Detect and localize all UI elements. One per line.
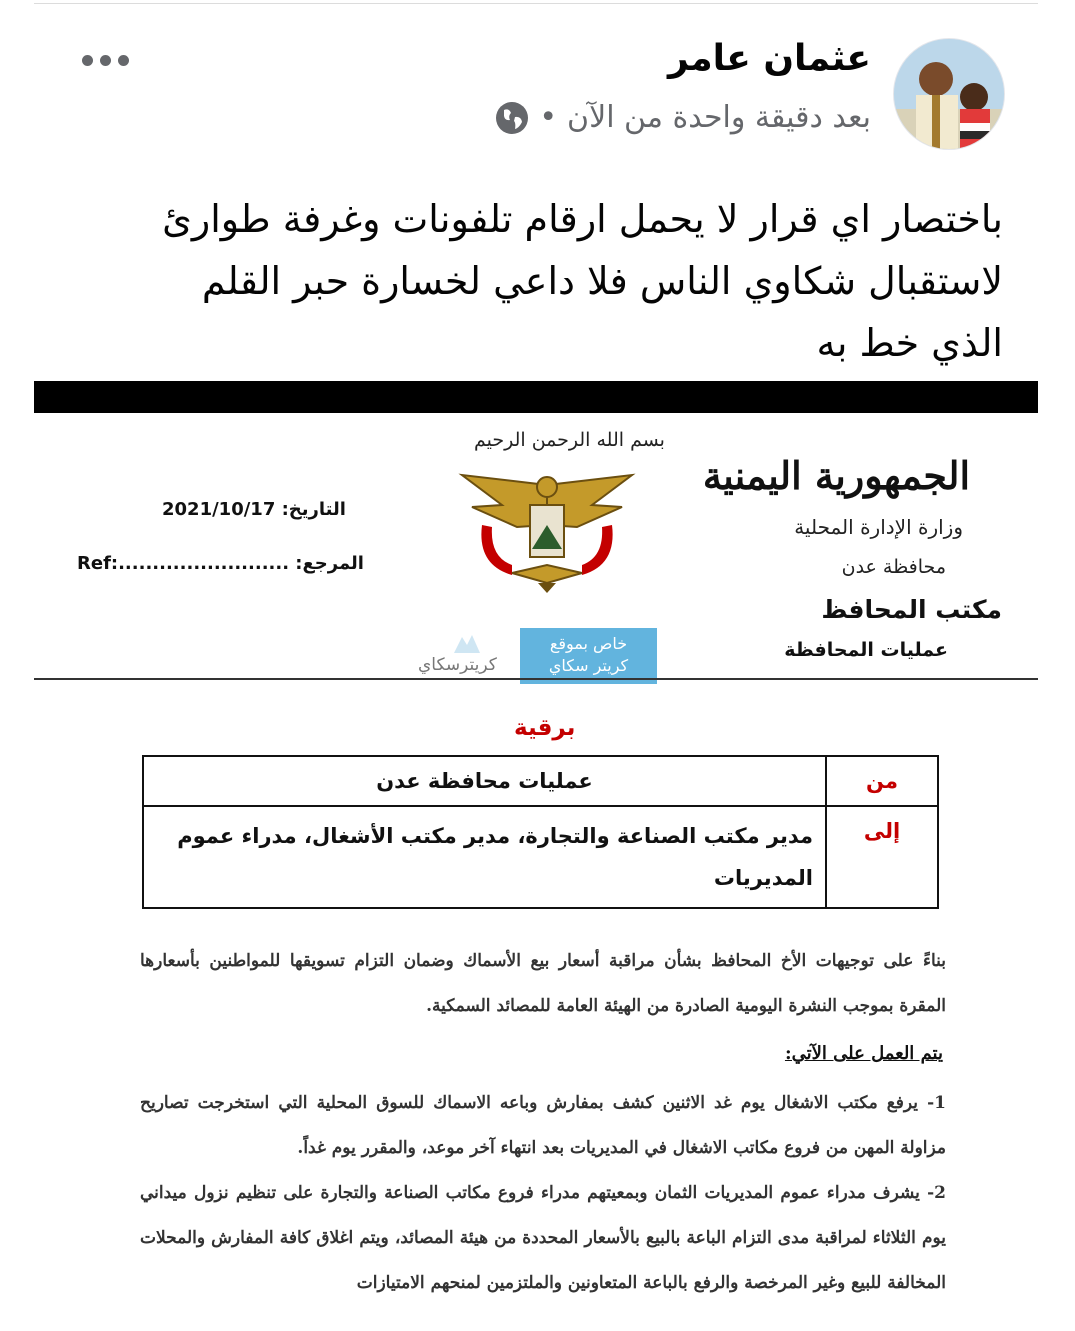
letterhead-governorate: محافظة عدن bbox=[841, 556, 946, 578]
from-label: من bbox=[826, 756, 938, 806]
bismillah: بسم الله الرحمن الرحيم bbox=[474, 429, 665, 451]
watermark-text: كريترسكاي bbox=[418, 655, 497, 675]
address-table bbox=[142, 755, 939, 909]
to-value: مدير مكتب الصناعة والتجارة، مدير مكتب الأشغال، مدراء عموم المديريات bbox=[143, 806, 826, 908]
avatar[interactable] bbox=[893, 38, 1005, 150]
subheading: يتم العمل على الآتي: bbox=[784, 1043, 943, 1064]
post-author-name[interactable]: عثمان عامر bbox=[668, 38, 871, 79]
document-top-bar bbox=[34, 381, 1038, 413]
letterhead-department: عمليات المحافظة bbox=[784, 639, 948, 661]
watermark-line-1: خاص بموقع bbox=[549, 634, 628, 653]
list-item-2: 2- يشرف مدراء عموم المديريات الثمان وبمعيتهم مدراء فروع مكاتب الصناعة والتجارة على تنظيم نزول ميداني يوم الثلاثاء لمراقبة مدى التزام الباعة بالبيع بالأسعار المحددة من هيئة المصائد، ويتم اغلاق كافة المفارش والمحلات المخالفة للبيع وغير المرخصة والرفع بالباعة المتعاونين والملتزمين لمنحهم الامتيازات bbox=[140, 1183, 946, 1293]
top-divider bbox=[34, 3, 1038, 4]
to-label: إلى bbox=[826, 806, 938, 908]
letterhead-country: الجمهورية اليمنية bbox=[702, 453, 970, 498]
paragraph-1: بناءً على توجيهات الأخ المحافظ بشأن مراقبة أسعار بيع الأسماك وضمان التزام تسويقها للمواطنين بأسعارها المقرة بموجب النشرة اليومية الصادرة من الهيئة العامة للمصائد السمكية. bbox=[140, 951, 946, 1016]
meta-separator: • bbox=[539, 100, 558, 135]
letterhead-ministry: وزارة الإدارة المحلية bbox=[794, 515, 963, 539]
table-row bbox=[143, 806, 938, 908]
document-ref: Ref:......................... :المرجع bbox=[77, 553, 364, 574]
watermark-logo-icon bbox=[452, 631, 482, 655]
table-row bbox=[143, 756, 938, 806]
letterhead-office: مكتب المحافظ bbox=[821, 595, 1002, 624]
letterhead-divider bbox=[34, 678, 1038, 680]
from-value: عمليات محافظة عدن bbox=[143, 756, 826, 806]
post-time[interactable]: بعد دقيقة واحدة من الآن bbox=[567, 100, 871, 135]
eagle-emblem-icon bbox=[442, 465, 652, 595]
document-date: التاريخ: 2021/10/17 bbox=[162, 499, 346, 520]
more-options-icon[interactable] bbox=[82, 48, 136, 72]
watermark-box bbox=[520, 628, 657, 684]
post-image-document[interactable] bbox=[34, 381, 1038, 1311]
post-meta bbox=[495, 100, 871, 135]
globe-icon[interactable] bbox=[495, 101, 529, 135]
watermark-line-2: كريتر سكاي bbox=[548, 656, 629, 675]
post-text: باختصار اي قرار لا يحمل ارقام تلفونات وغرفة طوارئ لاستقبال شكاوي الناس فلا داعي لخسارة حبر القلم الذي خط به bbox=[162, 197, 1003, 365]
document-title: برقية bbox=[514, 715, 576, 741]
list-item-1: 1- يرفع مكتب الاشغال يوم غد الاثنين كشف بمفارش وباعه الاسماك للسوق المحلية التي استخرجت تصاريح مزاولة المهن من فروع مكاتب الاشغال في المديريات بعد انتهاء آخر موعد، والمقرر يوم غداً. bbox=[140, 1093, 946, 1158]
